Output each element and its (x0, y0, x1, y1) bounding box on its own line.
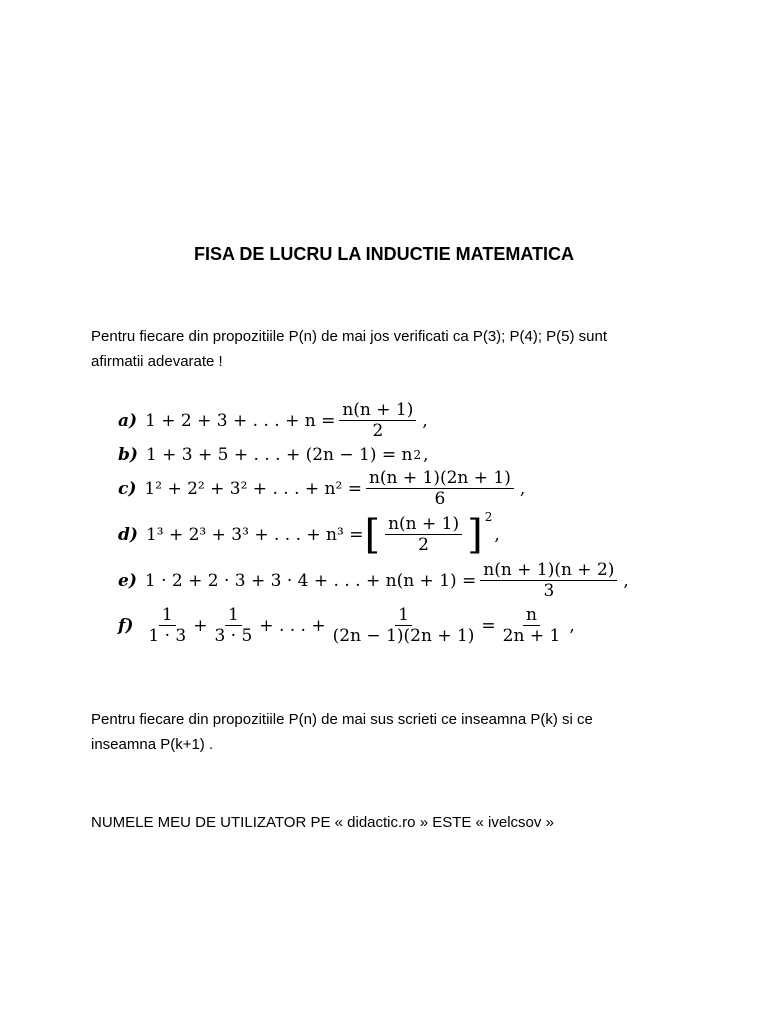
page-title: FISA DE LUCRU LA INDUCTIE MATEMATICA (194, 244, 574, 264)
formula-lhs: 1 + 2 + 3 + . . . + n = (145, 410, 336, 431)
fraction (330, 605, 478, 646)
formula-label: c) (118, 478, 137, 499)
formula-e (118, 560, 629, 601)
close-bracket: ] (467, 511, 483, 558)
formula-lhs: 1² + 2² + 3² + . . . + n² = (144, 478, 362, 499)
fraction (211, 605, 255, 646)
numerator: n(n + 1) (385, 514, 462, 535)
second-line-2: inseamna P(k+1) . (91, 736, 214, 753)
denominator: 2 (418, 535, 429, 555)
formula-c (118, 468, 525, 509)
fraction (145, 605, 189, 646)
open-bracket: [ (364, 511, 381, 558)
fraction (480, 560, 617, 601)
formula-a (118, 400, 428, 441)
intro-line-2: afirmatii adevarate ! (91, 353, 223, 370)
numerator: n(n + 1)(n + 2) (480, 560, 617, 581)
formula-f (118, 605, 575, 646)
second-paragraph (91, 707, 691, 757)
username-line: NUMELE MEU DE UTILIZATOR PE « didactic.ro » ESTE « ivelcsov » (91, 814, 554, 831)
exponent: 2 (484, 509, 493, 524)
denominator: (2n − 1)(2n + 1) (332, 626, 475, 646)
intro-line-1: Pentru fiecare din propozitiile P(n) de mai jos verificati ca P(3); P(4); P(5) sunt (91, 328, 608, 345)
formula-d (118, 509, 500, 558)
denominator: 3 · 5 (214, 626, 253, 646)
formula-tail: , (494, 524, 500, 545)
numerator: n (523, 605, 540, 626)
denominator: 3 (543, 581, 555, 601)
formula-b (118, 445, 429, 465)
numerator: n(n + 1)(2n + 1) (366, 468, 514, 489)
formula-label: b) (118, 445, 138, 465)
denominator: 2n + 1 (502, 626, 561, 646)
formula-tail: , (623, 570, 629, 591)
fraction (500, 605, 564, 646)
denominator: 1 · 3 (148, 626, 187, 646)
ellipsis-sum: + . . . + (259, 615, 326, 636)
exponent: 2 (413, 448, 422, 462)
formula-label: f) (118, 615, 134, 636)
formula-label: a) (118, 410, 138, 431)
numerator: 1 (225, 605, 242, 626)
plus-sign: + (193, 615, 208, 636)
equals-sign: = (481, 615, 496, 636)
fraction (385, 514, 462, 555)
formula-label: e) (118, 570, 137, 591)
second-line-1: Pentru fiecare din propozitiile P(n) de mai sus scrieti ce inseamna P(k) si ce (91, 711, 593, 728)
numerator: n(n + 1) (339, 400, 416, 421)
formula-tail: , (569, 615, 575, 636)
formula-lhs: 1 + 3 + 5 + . . . + (2n − 1) = n (145, 445, 413, 465)
formula-label: d) (118, 524, 138, 545)
fraction (366, 468, 514, 509)
fraction (339, 400, 416, 441)
numerator: 1 (395, 605, 412, 626)
formula-lhs: 1 · 2 + 2 · 3 + 3 · 4 + . . . + n(n + 1) = (144, 570, 477, 591)
formula-lhs: 1³ + 2³ + 3³ + . . . + n³ = (145, 524, 364, 545)
intro-paragraph (91, 324, 691, 374)
denominator: 6 (434, 489, 446, 509)
formula-tail: , (519, 478, 526, 499)
denominator: 2 (372, 421, 384, 441)
formula-tail: , (423, 445, 429, 465)
numerator: 1 (159, 605, 176, 626)
formula-tail: , (422, 410, 428, 431)
